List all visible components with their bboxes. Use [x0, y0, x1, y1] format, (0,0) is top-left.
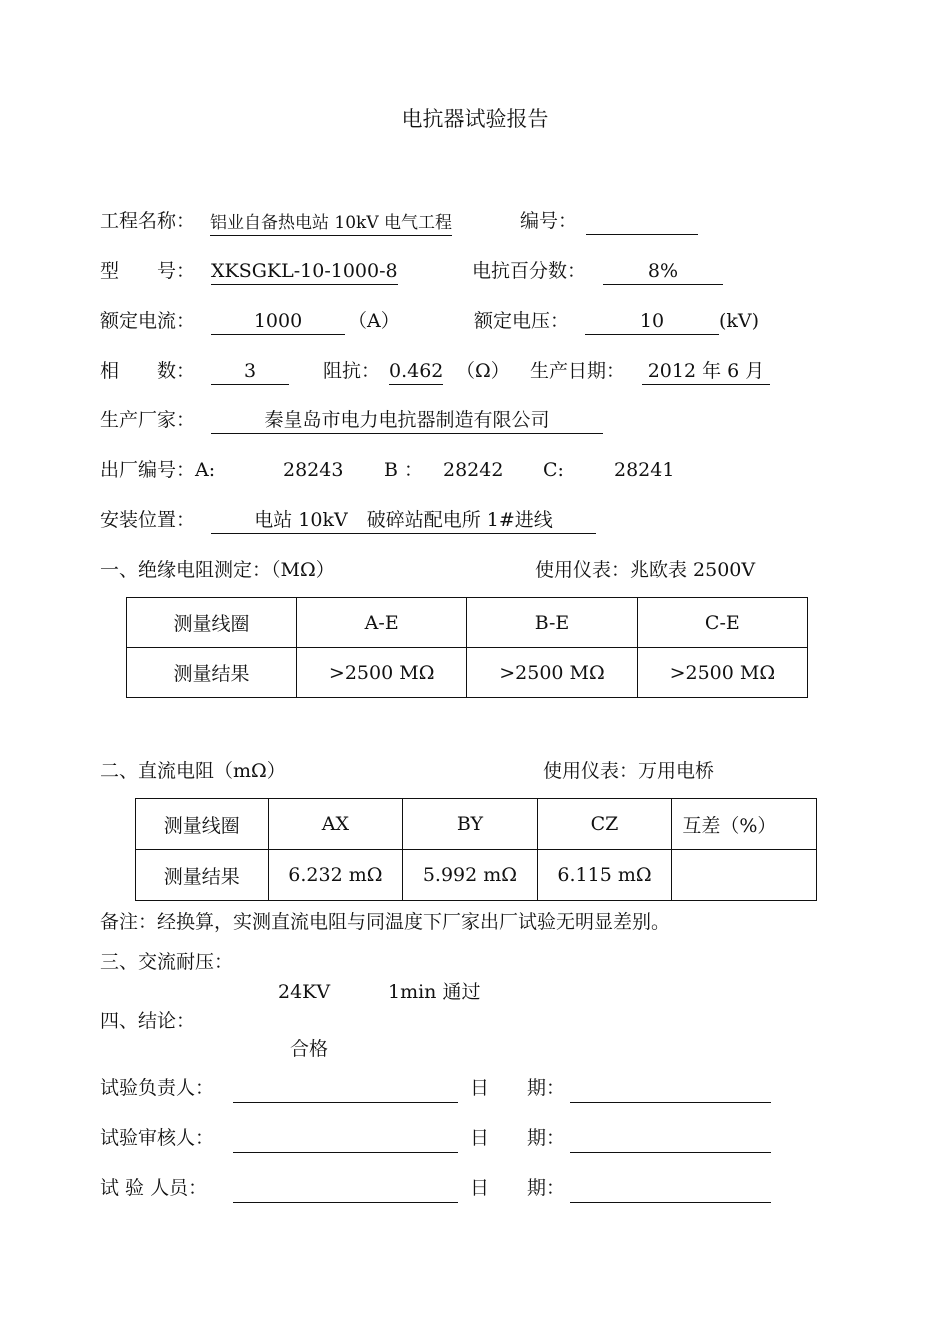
location-label: 安装位置： [100, 509, 196, 531]
factory-no-b: 28242 [443, 459, 504, 481]
table-cell: 5.992 mΩ [403, 850, 538, 901]
ac-withstand-heading: 三、交流耐压： [100, 951, 234, 973]
serial-label: 编号： [520, 210, 578, 232]
table-cell [672, 850, 817, 901]
table-cell: C-E [637, 598, 807, 648]
rated-current-value: 1000 [211, 308, 345, 335]
mfg-date-label: 生产日期： [530, 360, 626, 382]
rated-voltage-label: 额定电压： [474, 310, 570, 332]
table-cell: A-E [297, 598, 467, 648]
date-blank[interactable] [570, 1102, 771, 1103]
project-value: 铝业自备热电站 10kV 电气工程 [210, 211, 452, 236]
table-cell: >2500 MΩ [637, 648, 807, 698]
model-label: 型 号： [100, 260, 196, 282]
ac-withstand-duration: 1min 通过 [388, 981, 481, 1003]
signature-date-label: 日 期： [470, 1177, 566, 1199]
serial-blank [586, 234, 698, 235]
table-row [136, 799, 817, 850]
page-title: 电抗器试验报告 [401, 107, 549, 131]
date-blank[interactable] [570, 1152, 771, 1153]
table-row [127, 598, 808, 648]
factory-no-b-label: B ： [384, 459, 424, 481]
rated-current-unit: （A） [348, 310, 400, 332]
insulation-table [126, 597, 808, 698]
signature-blank[interactable] [233, 1102, 458, 1103]
model-value: XKSGKL-10-1000-8 [211, 258, 398, 285]
insulation-heading: 一、绝缘电阻测定：（MΩ） [100, 559, 335, 581]
remark: 备注：经换算，实测直流电阻与同温度下厂家出厂试验无明显差别。 [100, 911, 671, 933]
table-cell: >2500 MΩ [467, 648, 637, 698]
table-cell: 测量线圈 [127, 598, 297, 648]
factory-no-c: 28241 [614, 459, 675, 481]
factory-no-a: 28243 [283, 459, 344, 481]
conclusion-heading: 四、结论： [100, 1010, 196, 1032]
table-cell: 测量结果 [136, 850, 269, 901]
table-cell: 测量结果 [127, 648, 297, 698]
table-cell: 互差（%） [672, 799, 817, 850]
impedance-value: 0.462 [389, 358, 443, 385]
table-cell: 6.115 mΩ [537, 850, 672, 901]
phase-value: 3 [211, 358, 289, 385]
factory-no-c-label: C: [543, 459, 564, 481]
project-label: 工程名称： [100, 210, 196, 232]
rated-voltage-unit: (kV) [719, 310, 760, 332]
table-cell: >2500 MΩ [297, 648, 467, 698]
table-row [136, 850, 817, 901]
dc-resistance-table [135, 798, 817, 901]
table-row [127, 648, 808, 698]
date-blank[interactable] [570, 1202, 771, 1203]
location-value: 电站 10kV 破碎站配电所 1#进线 [211, 507, 596, 534]
dc-resistance-heading: 二、直流电阻（mΩ） [100, 760, 286, 782]
dc-resistance-instrument: 使用仪表：万用电桥 [543, 760, 715, 782]
factory-no-label: 出厂编号：A: [100, 459, 216, 481]
signature-date-label: 日 期： [470, 1077, 566, 1099]
reactance-pct-label: 电抗百分数： [472, 260, 587, 282]
reactance-pct-value: 8% [603, 258, 723, 285]
table-cell: 测量线圈 [136, 799, 269, 850]
signature-blank[interactable] [233, 1202, 458, 1203]
table-cell: CZ [537, 799, 672, 850]
signature-blank[interactable] [233, 1152, 458, 1153]
table-cell: AX [268, 799, 403, 850]
signature-role: 试验负责人： [100, 1077, 215, 1099]
table-cell: BY [403, 799, 538, 850]
signature-role: 试验审核人： [100, 1127, 215, 1149]
signature-date-label: 日 期： [470, 1127, 566, 1149]
signature-role: 试 验 人员： [100, 1177, 208, 1199]
manufacturer-label: 生产厂家： [100, 409, 196, 431]
impedance-unit: （Ω） [456, 360, 510, 382]
manufacturer-value: 秦皇岛市电力电抗器制造有限公司 [211, 407, 603, 434]
rated-current-label: 额定电流： [100, 310, 196, 332]
rated-voltage-value: 10 [585, 308, 719, 335]
mfg-date-value: 2012 年 6 月 [642, 358, 770, 385]
impedance-label: 阻抗： [323, 360, 381, 382]
insulation-instrument: 使用仪表：兆欧表 2500V [535, 559, 756, 581]
table-cell: 6.232 mΩ [268, 850, 403, 901]
table-cell: B-E [467, 598, 637, 648]
conclusion-value: 合格 [290, 1038, 329, 1060]
ac-withstand-voltage: 24KV [278, 981, 331, 1003]
phase-label: 相 数： [100, 360, 196, 382]
